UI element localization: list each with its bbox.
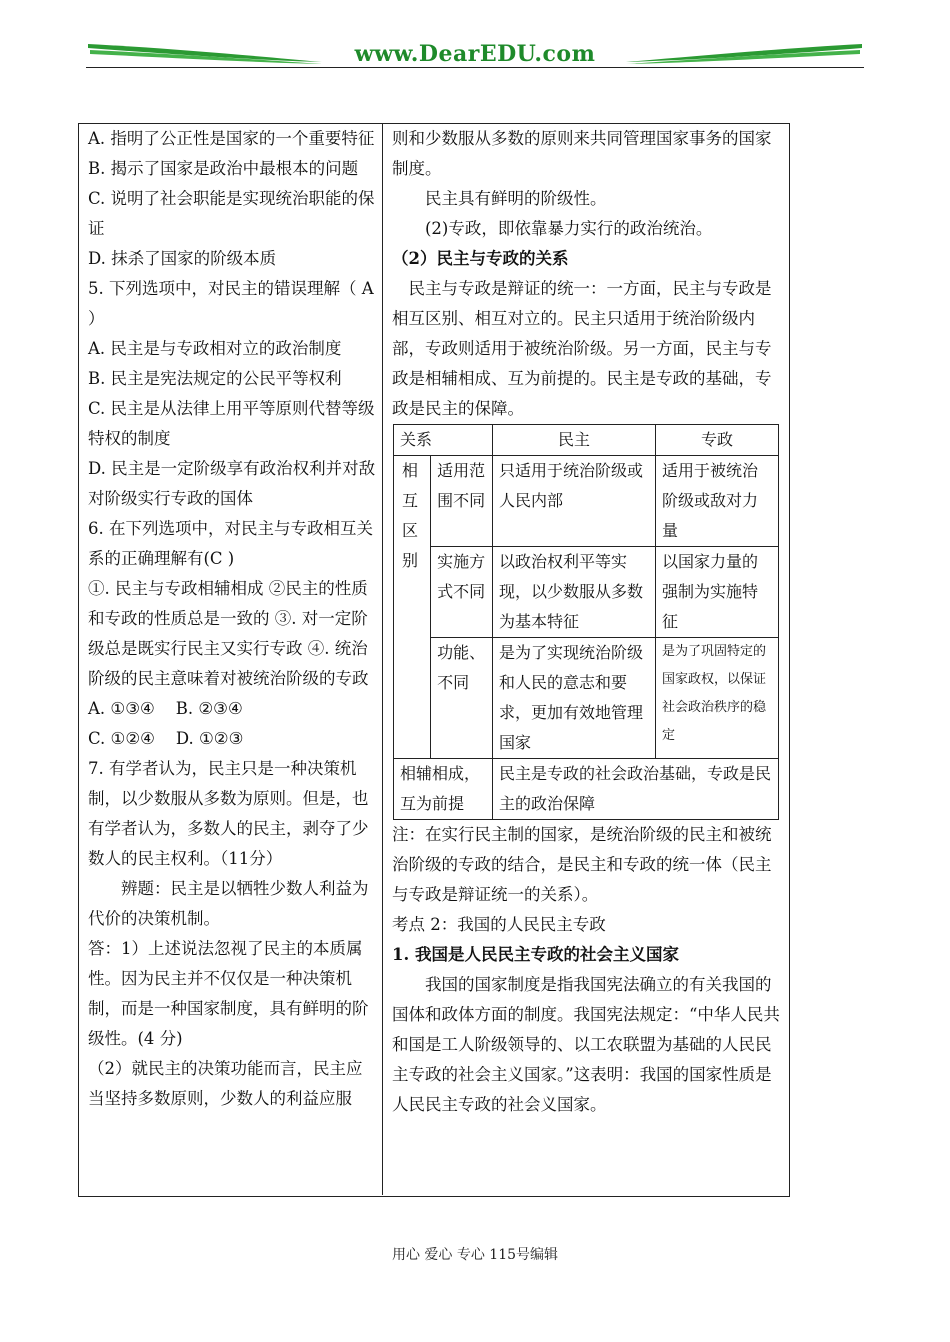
question-6: 6. 在下列选项中，对民主与专政相互关系的正确理解有(C ) (88, 519, 373, 568)
header-divider (86, 67, 864, 68)
q7-answer-1: 答：1）上述说法忽视了民主的本质属性。因为民主并不仅仅是一种决策机制，而是一种国家制度，具有鲜明的阶级性。(4 分) (88, 939, 369, 1048)
table-header-row (394, 425, 779, 456)
question-5: 5. 下列选项中，对民主的错误理解（ A ） (88, 279, 374, 328)
row-dictatorship: 以国家力量的强制为实施特征 (656, 547, 779, 638)
row-democracy: 是为了实现统治阶级和人民的意志和要求，更加有效地管理国家 (493, 638, 656, 759)
q5-option-a: A. 民主是与专政相对立的政治制度 (88, 339, 342, 358)
q6-choices-cd: C. ①②④ D. ①②③ (88, 729, 244, 748)
table-row (394, 759, 779, 820)
right-column (392, 124, 784, 1120)
row-combined: 民主是专政的社会政治基础，专政是民主的政治保障 (493, 759, 779, 820)
option-d: D. 抹杀了国家的阶级本质 (88, 249, 277, 268)
q7-answer-2: （2）就民主的决策功能而言，民主应当坚持多数原则，少数人的利益应服 (88, 1059, 363, 1108)
row-label: 相辅相成，互为前提 (394, 759, 493, 820)
paragraph-constitution: 我国的国家制度是指我国宪法确立的有关我国的国体和政体方面的制度。我国宪法规定：“中华人民共和国是工人阶级领导的、以工农联盟为基础的人民民主专政的社会主义国家。”这表明：我国的国家性质是人民民主专政的社会义国家。 (392, 975, 780, 1114)
relation-table (393, 424, 779, 820)
row-dictatorship: 是为了巩固特定的国家政权，以保证社会政治秩序的稳定 (656, 638, 779, 759)
option-a: A. 指明了公正性是国家的一个重要特征 (88, 129, 375, 148)
option-b: B. 揭示了国家是政治中最根本的问题 (88, 159, 359, 178)
option-c: C. 说明了社会职能是实现统治职能的保证 (88, 189, 375, 238)
question-7: 7. 有学者认为，民主只是一种决策机制，以少数服从多数为原则。但是，也有学者认为，多数人的民主，剥夺了少数人的民主权利。（11分） (88, 759, 369, 868)
table-row (394, 456, 779, 547)
q6-choices-ab: A. ①③④ B. ②③④ (88, 699, 243, 718)
header-democracy: 民主 (493, 425, 656, 456)
q6-statements: ①. 民主与专政相辅相成 ②民主的性质和专政的性质总是一致的 ③. 对一定阶级总是既实行民主又实行专政 ④. 统治阶级的民主意味着对被统治阶级的专政 (88, 579, 369, 688)
q7-topic: 辨题：民主是以牺牲少数人利益为代价的决策机制。 (88, 879, 369, 928)
site-header (86, 38, 864, 70)
row-label: 实施方式不同 (431, 547, 493, 638)
header-dictatorship: 专政 (656, 425, 779, 456)
group-label: 相互区别 (394, 456, 431, 759)
site-logo-text[interactable]: www.DearEDU.com (354, 41, 596, 67)
paragraph-class-nature: 民主具有鲜明的阶级性。 (425, 189, 607, 208)
note: 注：在实行民主制的国家，是统治阶级的民主和被统治阶级的专政的结合，是民主和专政的统一体（民主与专政是辩证统一的关系）。 (392, 825, 772, 904)
table-row (394, 638, 779, 759)
row-democracy: 以政治权利平等实现，以少数服从多数为基本特征 (493, 547, 656, 638)
paragraph-dictatorship: (2)专政，即依靠暴力实行的政治统治。 (425, 219, 713, 238)
row-democracy: 只适用于统治阶级或人民内部 (493, 456, 656, 547)
row-label: 适用范围不同 (431, 456, 493, 547)
paragraph-continued: 则和少数服从多数的原则来共同管理国家事务的国家制度。 (392, 129, 772, 178)
q5-option-d: D. 民主是一定阶级享有政治权利并对敌对阶级实行专政的国体 (88, 459, 376, 508)
column-divider (382, 123, 383, 1195)
q5-option-b: B. 民主是宪法规定的公民平等权利 (88, 369, 342, 388)
exam-point-2: 考点 2：我国的人民民主专政 (392, 915, 606, 934)
section-heading-socialist-state: 1. 我国是人民民主专政的社会主义国家 (392, 945, 679, 964)
table-row (394, 547, 779, 638)
page-footer: 用心 爱心 专心 115号编辑 (391, 1247, 559, 1263)
q5-option-c: C. 民主是从法律上用平等原则代替等级特权的制度 (88, 399, 375, 448)
left-column (88, 124, 376, 1114)
section-heading-relation: （2）民主与专政的关系 (392, 249, 569, 268)
paragraph-relation: 民主与专政是辩证的统一：一方面，民主与专政是相互区别、相互对立的。民主只适用于统治阶级内部，专政则适用于被统治阶级。另一方面，民主与专政是相辅相成、互为前提的。民主是专政的基础，专政是民主的保障。 (392, 279, 772, 418)
row-label: 功能、不同 (431, 638, 493, 759)
header-relation: 关系 (394, 425, 493, 456)
row-dictatorship: 适用于被统治阶级或敌对力量 (656, 456, 779, 547)
